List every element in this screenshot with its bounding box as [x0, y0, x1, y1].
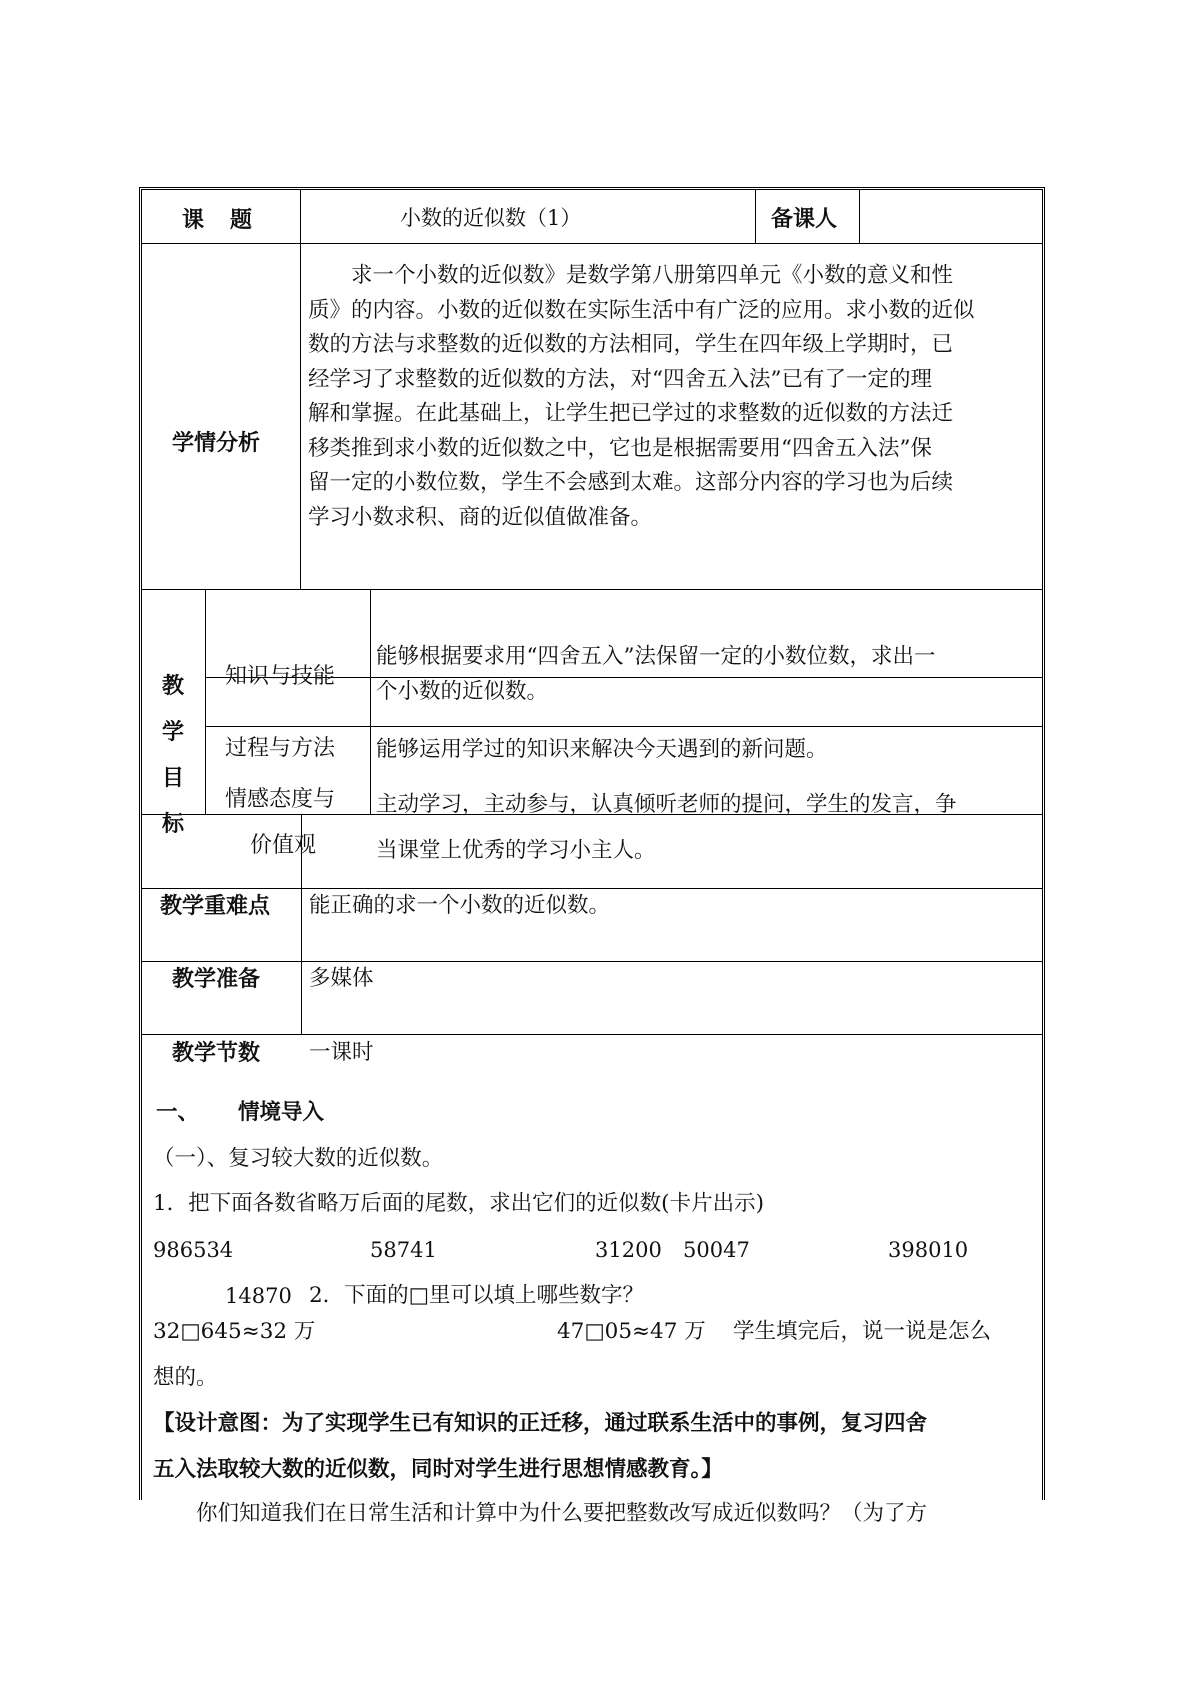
analysis-label: 学情分析 [172, 430, 261, 456]
row-divider [142, 961, 1042, 962]
goal-text-line: 个小数的近似数。 [376, 678, 549, 704]
discussion-question: 你们知道我们在日常生活和计算中为什么要把整数改写成近似数吗？（为了方 [153, 1501, 928, 1526]
analysis-text [308, 259, 975, 535]
key-points-value: 能正确的求一个小数的近似数。 [309, 893, 611, 918]
goal-label-attitude: 情感态度与 [225, 787, 336, 812]
col-divider [859, 190, 860, 243]
equation-note: 学生填完后，说一说是怎么 [733, 1319, 992, 1344]
goal-label-process: 过程与方法 [225, 736, 336, 761]
goal-label-attitude-line2: 价值观 [250, 833, 317, 858]
analysis-line: 移类推到求小数的近似数之中，它也是根据需要用“四舍五入法”保 [308, 435, 932, 461]
section-number: 一、 [156, 1100, 200, 1125]
analysis-line: 求一个小数的近似数》是数学第八册第四单元《小数的意义和性 [308, 263, 954, 288]
section-title: 情境导入 [238, 1100, 325, 1125]
preparer-label: 备课人 [771, 206, 838, 232]
analysis-line: 质》的内容。小数的近似数在实际生活中有广泛的应用。求小数的近似 [308, 297, 975, 323]
row-divider [142, 1034, 1042, 1035]
goals-label-char: 学 [162, 719, 185, 745]
key-points-label: 教学重难点 [160, 893, 271, 919]
sub-title: （一）、复习较大数的近似数。 [153, 1146, 444, 1171]
equation-1: 32□645≈32 万 [153, 1319, 316, 1344]
col-divider [205, 589, 206, 814]
goal-text-knowledge [376, 640, 936, 709]
question-1: 1．把下面各数省略万后面的尾数，求出它们的近似数(卡片出示) [153, 1191, 764, 1216]
number-card: 14870 [225, 1284, 292, 1308]
analysis-line: 解和掌握。在此基础上，让学生把已学过的求整数的近似数的方法迁 [308, 401, 954, 426]
number-card: 58741 [370, 1238, 437, 1262]
goal-text-line: 当课堂上优秀的学习小主人。 [376, 838, 656, 863]
number-card: 50047 [683, 1238, 750, 1262]
number-card: 31200 [595, 1238, 662, 1262]
number-card: 986534 [153, 1238, 234, 1262]
goals-label-char: 目 [162, 765, 185, 791]
goal-text-line: 能够根据要求用“四舍五入”法保留一定的小数位数，求出一 [376, 644, 936, 669]
row-divider [205, 726, 1042, 727]
topic-label: 课 题 [182, 207, 255, 233]
goals-label-char: 标 [162, 811, 185, 837]
col-divider [370, 589, 371, 814]
goal-text-line: 主动学习，主动参与，认真倾听老师的提问，学生的发言，争 [376, 792, 957, 817]
goal-label-knowledge: 知识与技能 [225, 664, 336, 689]
analysis-line: 数的方法与求整数的近似数的方法相同，学生在四年级上学期时，已 [308, 332, 954, 357]
row-divider [142, 589, 1042, 590]
goals-label-char: 教 [162, 673, 185, 699]
equation-2: 47□05≈47 万 [557, 1319, 706, 1344]
col-divider [755, 190, 756, 243]
row-divider [142, 888, 1042, 889]
periods-label: 教学节数 [172, 1040, 261, 1066]
analysis-line: 经学习了求整数的近似数的方法，对“四舍五入法”已有了一定的理 [308, 366, 932, 392]
goal-text-attitude [376, 782, 957, 874]
row-divider [142, 243, 1042, 244]
topic-value: 小数的近似数（1） [400, 206, 582, 230]
preparation-label: 教学准备 [172, 966, 261, 992]
design-intent-line: 【设计意图：为了实现学生已有知识的正迁移，通过联系生活中的事例，复习四舍 [153, 1411, 928, 1436]
preparation-value: 多媒体 [309, 966, 374, 991]
number-card: 398010 [888, 1238, 969, 1262]
analysis-line: 学习小数求积、商的近似值做准备。 [308, 504, 653, 530]
analysis-line: 留一定的小数位数，学生不会感到太难。这部分内容的学习也为后续 [308, 470, 954, 495]
goal-text-process: 能够运用学过的知识来解决今天遇到的新问题。 [376, 737, 828, 762]
periods-value: 一课时 [309, 1040, 374, 1065]
question-2: 2．下面的□里可以填上哪些数字？ [309, 1283, 644, 1308]
design-intent-line: 五入法取较大数的近似数，同时对学生进行思想情感教育。】 [153, 1457, 723, 1482]
equation-note-continued: 想的。 [153, 1365, 218, 1390]
col-divider [300, 190, 301, 589]
